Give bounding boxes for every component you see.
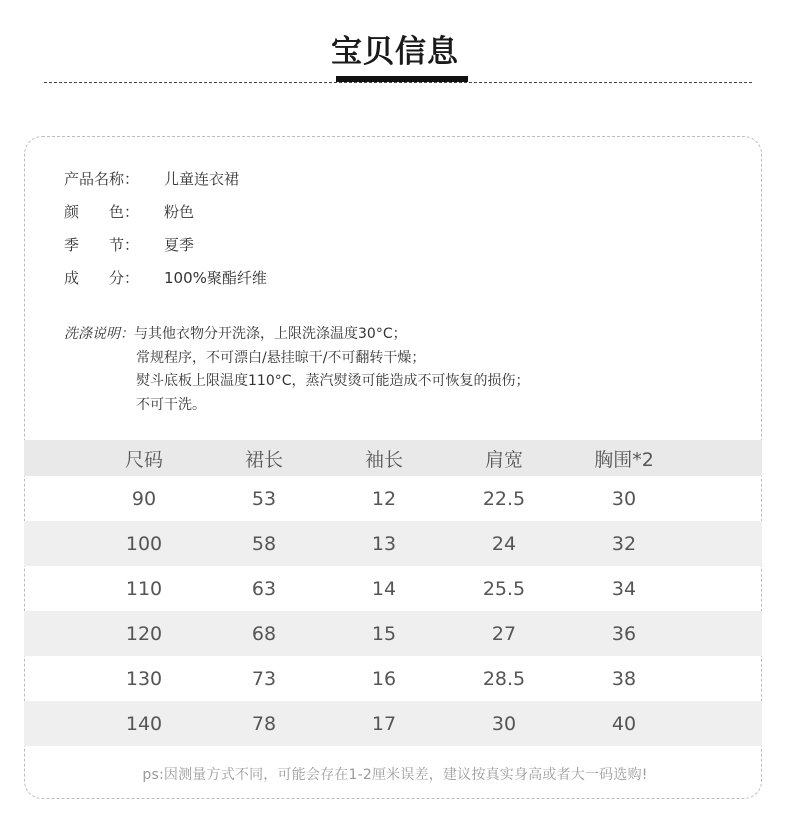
wash-line (64, 323, 530, 347)
table-cell: 12 (371, 487, 397, 510)
table-row (24, 611, 762, 656)
table-cell: 30 (491, 712, 517, 735)
info-row-season (64, 230, 267, 263)
dotted-divider (44, 82, 752, 83)
wash-line: 常规程序，不可漂白/悬挂晾干/不可翻转干燥； (136, 349, 426, 366)
table-row (24, 656, 762, 701)
wash-line: 不可干洗。 (136, 396, 206, 413)
table-cell: 140 (125, 712, 163, 735)
table-cell: 73 (251, 667, 277, 690)
wash-text: 与其他衣物分开洗涤，上限洗涤温度30°C； (134, 326, 407, 342)
table-cell: 36 (611, 622, 637, 645)
table-header-cell: 尺码 (124, 448, 163, 471)
table-cell: 110 (125, 577, 163, 600)
table-cell: 32 (611, 532, 637, 555)
table-header-cell: 胸围*2 (594, 448, 654, 471)
footer-note: ps:因测量方式不同，可能会存在1-2厘米误差，建议按真实身高或者大一码选购! (142, 767, 648, 783)
info-label: 季 节： (64, 236, 140, 254)
table-header-cell: 袖长 (364, 448, 403, 471)
table-row (24, 701, 762, 746)
table-cell: 100 (125, 532, 163, 555)
table-cell: 34 (611, 577, 637, 600)
table-cell: 24 (491, 532, 517, 555)
table-cell: 63 (251, 577, 277, 600)
product-info-list (64, 164, 267, 296)
table-cell: 78 (251, 712, 277, 735)
table-cell: 28.5 (482, 667, 526, 690)
table-cell: 14 (371, 577, 397, 600)
info-value: 100%聚酯纤维 (164, 269, 267, 287)
washing-instructions (64, 323, 530, 417)
table-cell: 27 (491, 622, 517, 645)
table-cell: 130 (125, 667, 163, 690)
table-row (24, 521, 762, 566)
wash-label: 洗涤说明： (64, 326, 134, 342)
table-cell: 25.5 (482, 577, 526, 600)
table-cell: 22.5 (482, 487, 526, 510)
info-row-color (64, 197, 267, 230)
table-row (24, 476, 762, 521)
page-title: 宝贝信息 (331, 34, 459, 70)
table-header-row (24, 440, 762, 476)
table-header-cell: 裙长 (244, 448, 283, 471)
info-label: 颜 色： (64, 203, 140, 221)
table-cell: 17 (371, 712, 397, 735)
info-value: 儿童连衣裙 (164, 170, 240, 188)
table-cell: 68 (251, 622, 277, 645)
table-cell: 53 (251, 487, 277, 510)
table-row (24, 566, 762, 611)
info-label: 成 分： (64, 269, 140, 287)
table-cell: 13 (371, 532, 397, 555)
info-label: 产品名称： (64, 170, 140, 188)
table-header-cell: 肩宽 (484, 448, 523, 471)
table-cell: 90 (131, 487, 157, 510)
wash-line: 熨斗底板上限温度110°C，蒸汽熨烫可能造成不可恢复的损伤； (136, 373, 530, 389)
table-cell: 15 (371, 622, 397, 645)
table-cell: 40 (611, 712, 637, 735)
table-cell: 58 (251, 532, 277, 555)
table-cell: 30 (611, 487, 637, 510)
info-value: 粉色 (164, 203, 195, 221)
info-value: 夏季 (164, 236, 195, 254)
table-cell: 16 (371, 667, 397, 690)
info-row-material (64, 263, 267, 296)
size-table (24, 440, 762, 746)
info-row-product-name (64, 164, 267, 197)
table-cell: 120 (125, 622, 163, 645)
table-cell: 38 (611, 667, 637, 690)
